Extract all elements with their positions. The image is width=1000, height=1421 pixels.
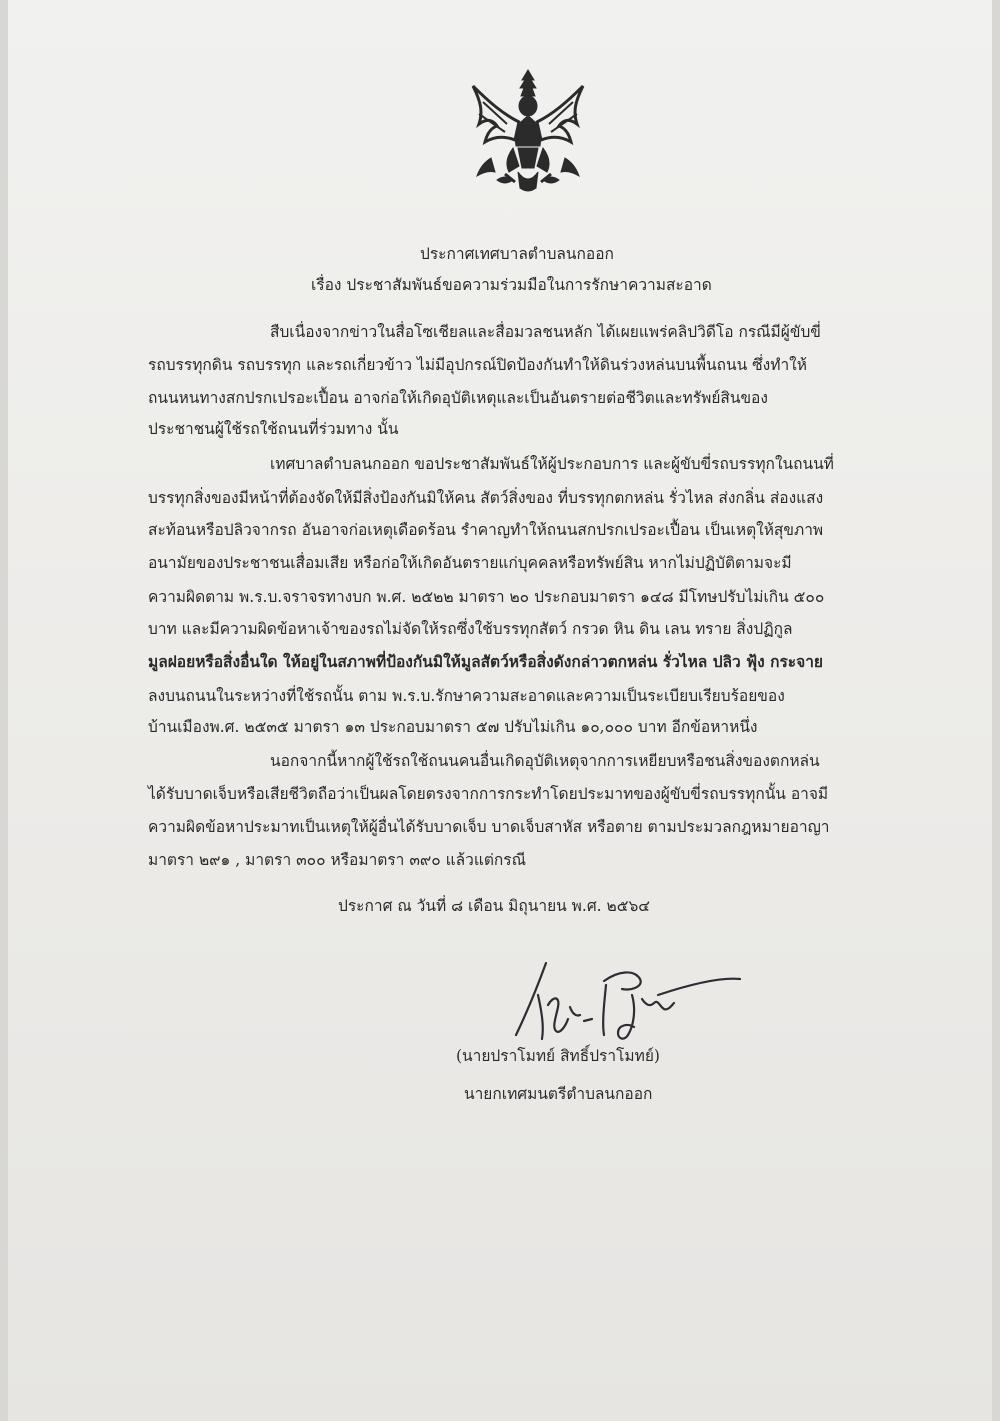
paragraph-line: รถบรรทุกดิน รถบรรทุก และรถเกี่ยวข้าว ไม่มีอุปกรณ์ปิดป้องกันทำให้ดินร่วงหล่นบนพื้นถนน ซึ่งทำให้ [148,356,807,374]
paragraph-line: สะท้อนหรือปลิวจากรถ อันอาจก่อเหตุเดือดร้อน รำคาญทำให้ถนนสกปรกเปรอะเปื้อน เป็นเหตุให้สุขภาพ [148,521,824,539]
paragraph-line: มาตรา ๒๙๑ , มาตรา ๓๐๐ หรือมาตรา ๓๙๐ แล้วแต่กรณี [148,851,526,869]
paragraph-line: ความผิดตาม พ.ร.บ.จราจรทางบก พ.ศ. ๒๕๒๒ มาตรา ๒๐ ประกอบมาตรา ๑๔๘ มีโทษปรับไม่เกิน ๕๐๐ [148,588,825,606]
paragraph-line: เทศบาลตำบลนกออก ขอประชาสัมพันธ์ให้ผู้ประกอบการ และผู้ขับขี่รถบรรทุกในถนนที่ [270,455,834,473]
paragraph-line: นอกจากนี้หากผู้ใช้รถใช้ถนนคนอื่นเกิดอุบัติเหตุจากการเหยียบหรือชนสิ่งของตกหล่น [270,752,820,770]
paragraph-line: ความผิดข้อหาประมาทเป็นเหตุให้ผู้อื่นได้รับบาดเจ็บ บาดเจ็บสาหัส หรือตาย ตามประมวลกฎหมายอาญา [148,818,830,836]
paragraph-line: สืบเนื่องจากข่าวในสื่อโซเชียลและสื่อมวลชนหลัก ได้เผยแพร่คลิปวิดีโอ กรณีมีผู้ขับขี่ [270,323,821,341]
date-line: ประกาศ ณ วันที่ ๘ เดือน มิถุนายน พ.ศ. ๒๕๖๔ [338,897,651,915]
paragraph-line: ลงบนถนนในระหว่างที่ใช้รถนั้น ตาม พ.ร.บ.รักษาความสะอาดและความเป็นระเบียบเรียบร้อยของ [148,687,785,705]
document-page [8,0,992,1421]
paragraph-line: อนามัยของประชาชนเสื่อมเสีย หรือก่อให้เกิดอันตรายแก่บุคคลหรือทรัพย์สิน หากไม่ปฏิบัติตามจะมี [148,554,792,572]
paragraph-line: บาท และมีความผิดข้อหาเจ้าของรถไม่จัดให้รถซึ่งใช้บรรทุกสัตว์ กรวด หิน ดิน เลน ทราย สิ่งปฏิกูล [148,620,793,638]
document-heading: ประกาศเทศบาลตำบลนกออก [420,245,614,263]
paragraph-line: ประชาชนผู้ใช้รถใช้ถนนที่ร่วมทาง นั้น [148,420,399,438]
garuda-emblem-icon [463,62,593,202]
paragraph-line: มูลฝอยหรือสิ่งอื่นใด ให้อยู่ในสภาพที่ป้องกันมิให้มูลสัตว์หรือสิ่งดังกล่าวตกหล่น รั่วไหล ปลิว ฟุ้ง กระจาย [148,652,823,671]
paragraph-line: บ้านเมืองพ.ศ. ๒๕๓๕ มาตรา ๑๓ ประกอบมาตรา ๕๗ ปรับไม่เกิน ๑๐,๐๐๐ บาท อีกข้อหาหนึ่ง [148,718,758,736]
signer-name: (นายปราโมทย์ สิทธิ์ปราโมทย์) [456,1047,660,1065]
document-subject: เรื่อง ประชาสัมพันธ์ขอความร่วมมือในการรักษาความสะอาด [311,276,712,294]
paragraph-line: ถนนหนทางสกปรกเปรอะเปื้อน อาจก่อให้เกิดอุบัติเหตุและเป็นอันตรายต่อชีวิตและทรัพย์สินของ [148,389,768,407]
paragraph-line: ได้รับบาดเจ็บหรือเสียชีวิตถือว่าเป็นผลโดยตรงจากการกระทำโดยประมาทของผู้ขับขี่รถบรรทุกนั้น อาจมี [148,785,829,803]
signature-image [508,955,743,1050]
paragraph-line: บรรทุกสิ่งของมีหน้าที่ต้องจัดให้มีสิ่งป้องกันมิให้คน สัตว์สิ่งของ ที่บรรทุกตกหล่น รั่วไหล ส่งกลิ่น ส่องแสง [148,489,824,507]
signer-title: นายกเทศมนตรีตำบลนกออก [464,1085,653,1103]
